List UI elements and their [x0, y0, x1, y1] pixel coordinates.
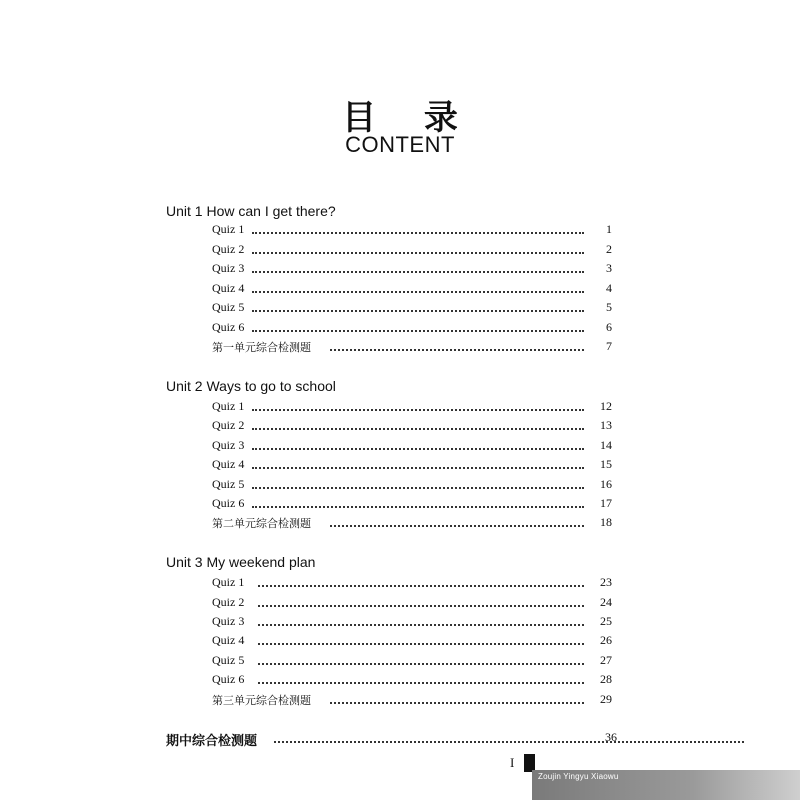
entry-label: Quiz 2: [212, 242, 245, 256]
page-title-chinese: 目 录: [342, 98, 476, 138]
toc-entry[interactable]: [212, 496, 612, 512]
entry-label: Quiz 1: [212, 399, 245, 413]
entry-label: 期中综合检测题: [166, 734, 258, 749]
entry-label: Quiz 6: [212, 496, 245, 510]
entry-page: 2: [606, 242, 612, 256]
toc-entry[interactable]: [212, 399, 612, 415]
toc-entry[interactable]: [212, 457, 612, 473]
footer-band-text: Zoujin Yingyu Xiaowu: [538, 772, 619, 781]
unit-1-title: Unit 1 How can I get there?: [166, 203, 336, 219]
toc-entry[interactable]: [212, 339, 612, 355]
toc-entry[interactable]: [212, 614, 612, 630]
entry-label: Quiz 1: [212, 222, 245, 236]
entry-page: 12: [600, 399, 612, 413]
entry-label: Quiz 3: [212, 261, 245, 275]
entry-page: 4: [606, 281, 612, 295]
entry-page: 3: [606, 261, 612, 275]
entry-page: 28: [600, 672, 612, 686]
entry-page: 24: [600, 595, 612, 609]
page-title-english: CONTENT: [345, 132, 455, 157]
toc-entry[interactable]: [212, 261, 612, 277]
entry-label: Quiz 5: [212, 477, 245, 491]
page-number: I: [510, 755, 515, 770]
toc-entry[interactable]: [212, 672, 612, 688]
entry-label: Quiz 1: [212, 575, 245, 589]
entry-label: Quiz 3: [212, 614, 245, 628]
entry-label: Quiz 2: [212, 418, 245, 432]
toc-entry[interactable]: [212, 633, 612, 649]
entry-label: Quiz 2: [212, 595, 245, 609]
toc-entry[interactable]: [212, 418, 612, 434]
unit-2-title: Unit 2 Ways to go to school: [166, 378, 336, 394]
entry-page: 29: [600, 692, 612, 706]
entry-page: 6: [606, 320, 612, 334]
entry-label: 第三单元综合检测题: [212, 694, 311, 707]
entry-page: 26: [600, 633, 612, 647]
entry-page: 27: [600, 653, 612, 667]
toc-entry-midterm[interactable]: [166, 730, 617, 749]
entry-page: 1: [606, 222, 612, 236]
toc-entry[interactable]: [212, 477, 612, 493]
toc-entry[interactable]: [212, 222, 612, 238]
entry-label: 第一单元综合检测题: [212, 341, 311, 354]
toc-entry[interactable]: [212, 300, 612, 316]
toc-entry[interactable]: [212, 242, 612, 258]
entry-label: Quiz 5: [212, 300, 245, 314]
entry-page: 13: [600, 418, 612, 432]
entry-page: 36: [605, 730, 617, 744]
toc-entry[interactable]: [212, 515, 612, 531]
entry-label: Quiz 3: [212, 438, 245, 452]
toc-entry[interactable]: [212, 692, 612, 708]
entry-page: 15: [600, 457, 612, 471]
entry-page: 17: [600, 496, 612, 510]
entry-label: Quiz 6: [212, 672, 245, 686]
entry-label: Quiz 4: [212, 457, 245, 471]
entry-label: Quiz 5: [212, 653, 245, 667]
entry-page: 18: [600, 515, 612, 529]
toc-entry[interactable]: [212, 595, 612, 611]
entry-label: 第二单元综合检测题: [212, 517, 311, 530]
entry-label: Quiz 4: [212, 281, 245, 295]
toc-entry[interactable]: [212, 320, 612, 336]
entry-page: 16: [600, 477, 612, 491]
toc-entry[interactable]: [212, 575, 612, 591]
entry-label: Quiz 6: [212, 320, 245, 334]
toc-entry[interactable]: [212, 438, 612, 454]
toc-entry[interactable]: [212, 281, 612, 297]
entry-page: 5: [606, 300, 612, 314]
unit-3-title: Unit 3 My weekend plan: [166, 554, 316, 570]
entry-page: 23: [600, 575, 612, 589]
entry-label: Quiz 4: [212, 633, 245, 647]
entry-page: 25: [600, 614, 612, 628]
toc-entry[interactable]: [212, 653, 612, 669]
entry-page: 14: [600, 438, 612, 452]
entry-page: 7: [606, 339, 612, 353]
